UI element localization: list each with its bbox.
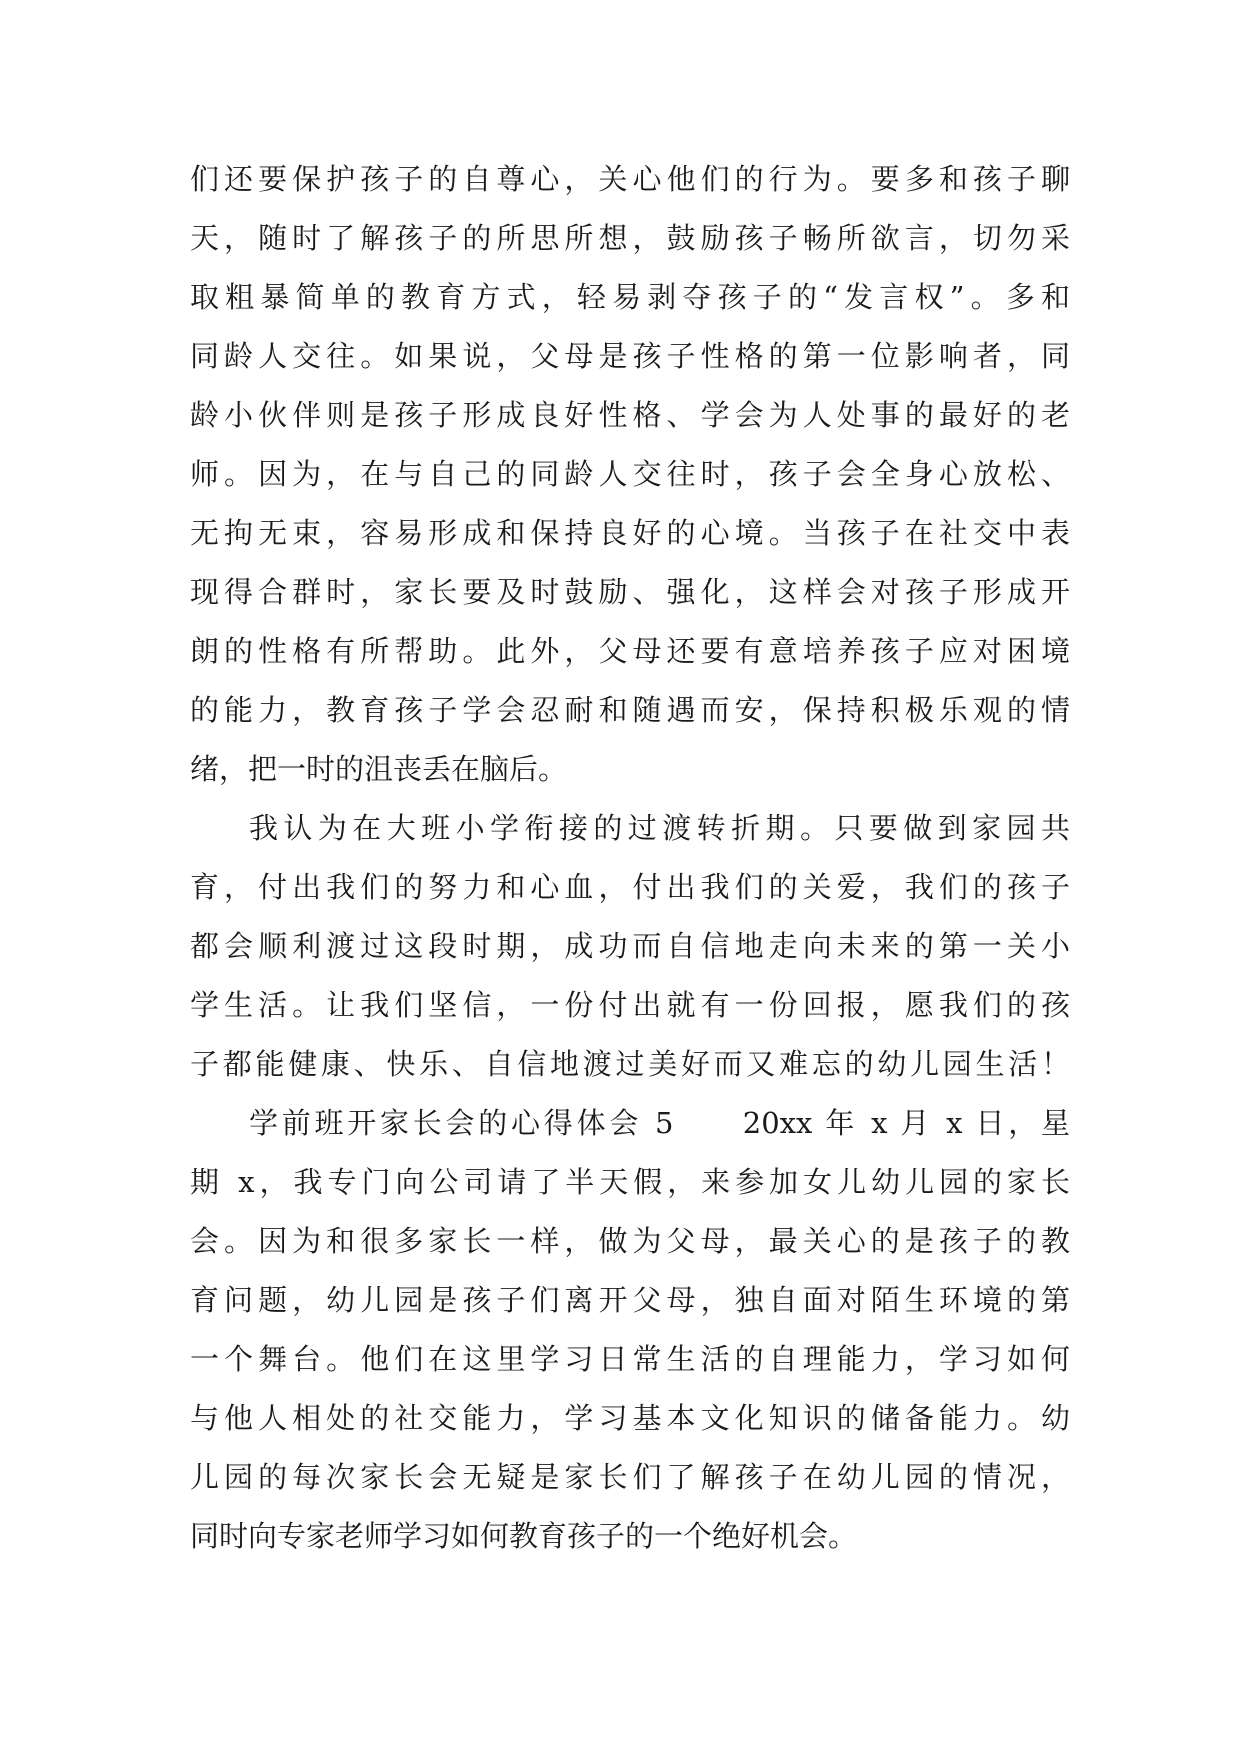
document-body [190,150,1070,1566]
text-line: 学生活。让我们坚信，一份付出就有一份回报，愿我们的孩 [190,988,1070,1022]
text-line: 子都能健康、快乐、自信地渡过美好而又难忘的幼儿园生活！ [190,1047,1070,1081]
text-line: 一个舞台。他们在这里学习日常生活的自理能力，学习如何 [190,1342,1070,1376]
text-line: 取粗暴简单的教育方式，轻易剥夺孩子的“发言权”。多和 [190,280,1070,314]
text-line: 绪，把一时的沮丧丢在脑后。 [190,752,568,786]
text-line: 儿园的每次家长会无疑是家长们了解孩子在幼儿园的情况， [190,1460,1070,1494]
text-line: 们还要保护孩子的自尊心，关心他们的行为。要多和孩子聊 [190,162,1070,196]
text-line: 都会顺利渡过这段时期，成功而自信地走向未来的第一关小 [190,929,1070,963]
text-line: 会。因为和很多家长一样，做为父母，最关心的是孩子的教 [190,1224,1070,1258]
paragraph-3 [190,1094,1070,1566]
text-line: 育问题，幼儿园是孩子们离开父母，独自面对陌生环境的第 [190,1283,1070,1317]
text-line: 同龄人交往。如果说，父母是孩子性格的第一位影响者，同 [190,339,1070,373]
text-line: 育，付出我们的努力和心血，付出我们的关爱，我们的孩子 [190,870,1070,904]
text-line: 我认为在大班小学衔接的过渡转折期。只要做到家园共 [249,811,1070,845]
text-line: 无拘无束，容易形成和保持良好的心境。当孩子在社交中表 [190,516,1070,550]
text-line: 与他人相处的社交能力，学习基本文化知识的储备能力。幼 [190,1401,1070,1435]
text-line: 学前班开家长会的心得体会 5 20xx 年 x 月 x 日，星 [249,1106,1070,1140]
text-line: 现得合群时，家长要及时鼓励、强化，这样会对孩子形成开 [190,575,1070,609]
text-line: 朗的性格有所帮助。此外，父母还要有意培养孩子应对困境 [190,634,1070,668]
text-line: 的能力，教育孩子学会忍耐和随遇而安，保持积极乐观的情 [190,693,1070,727]
text-line: 龄小伙伴则是孩子形成良好性格、学会为人处事的最好的老 [190,398,1070,432]
text-line: 期 x，我专门向公司请了半天假，来参加女儿幼儿园的家长 [190,1165,1070,1199]
paragraph-1 [190,150,1070,799]
text-line: 师。因为，在与自己的同龄人交往时，孩子会全身心放松、 [190,457,1070,491]
paragraph-2 [190,799,1070,1094]
text-line: 同时向专家老师学习如何教育孩子的一个绝好机会。 [190,1519,858,1553]
text-line: 天，随时了解孩子的所思所想，鼓励孩子畅所欲言，切勿采 [190,221,1070,255]
